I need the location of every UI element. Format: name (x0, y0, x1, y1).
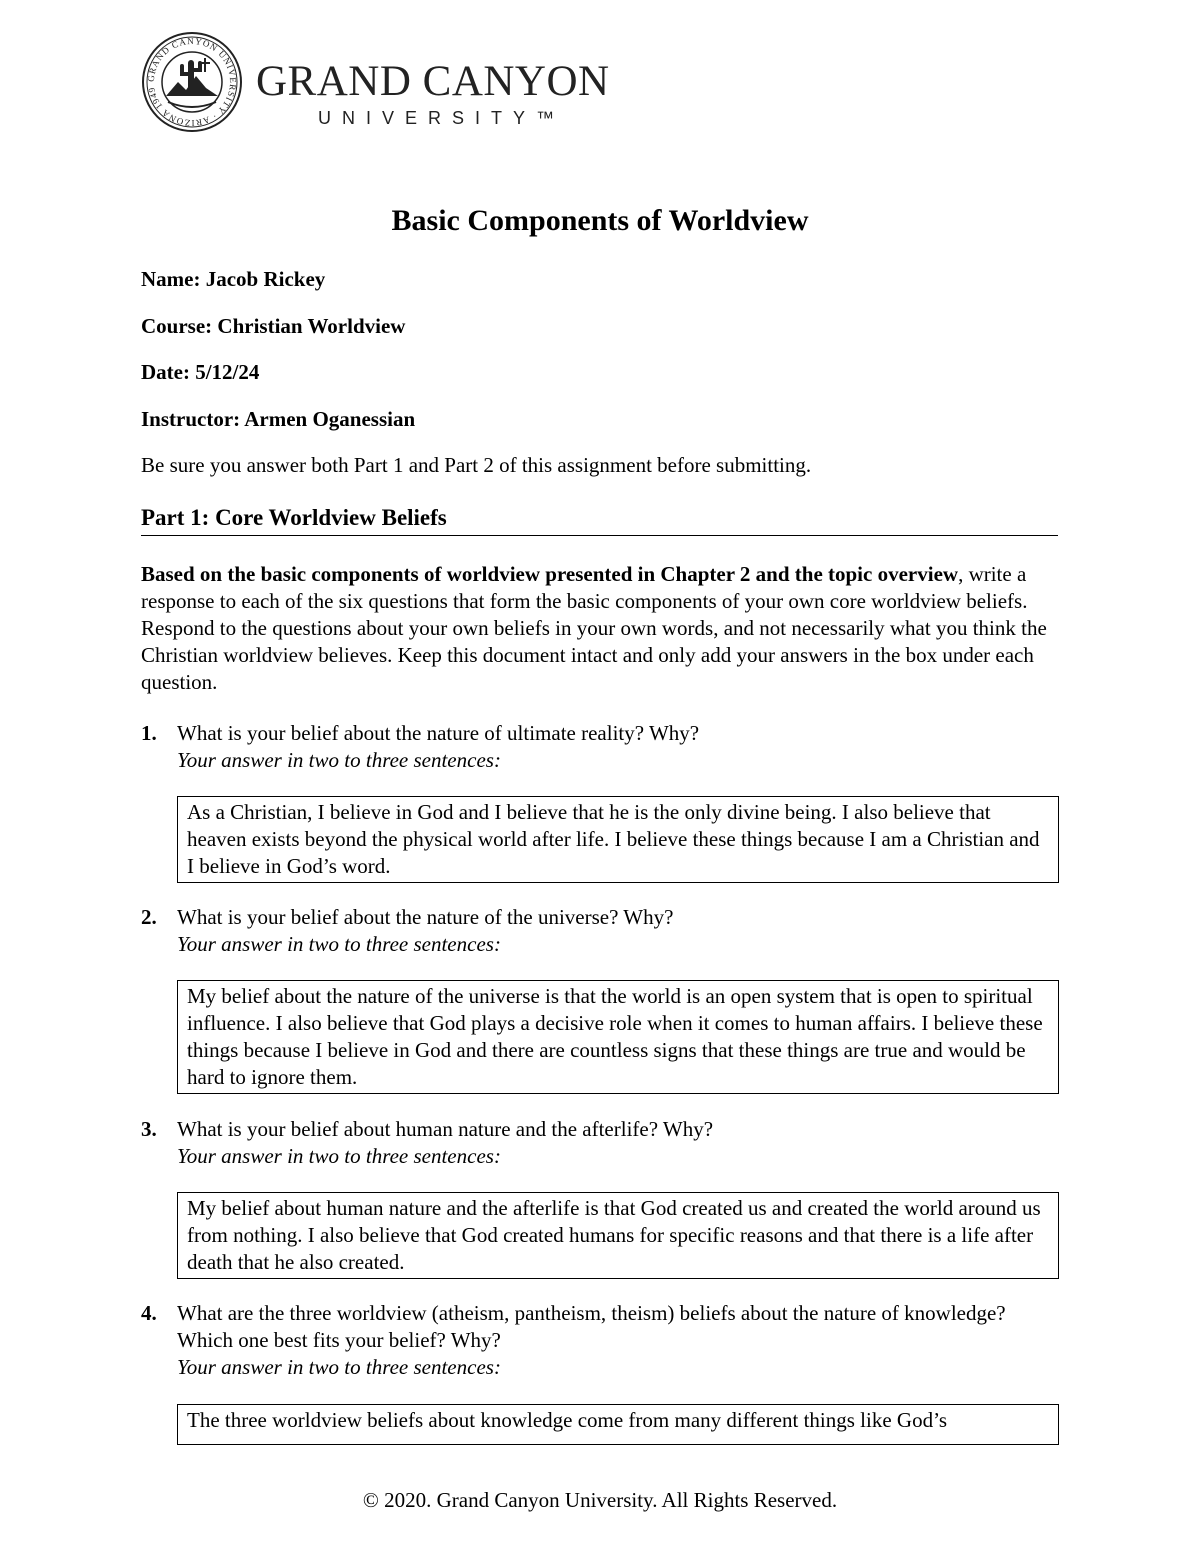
date-field: Date: 5/12/24 (141, 360, 260, 384)
question-number: 1. (141, 721, 157, 745)
answer-hint: Your answer in two to three sentences: (177, 932, 501, 956)
answer-box-4[interactable]: The three worldview beliefs about knowledge come from many different things like God’s (177, 1404, 1059, 1445)
question-number: 4. (141, 1301, 157, 1325)
question-text: What is your belief about the nature of ultimate reality? Why? (177, 721, 700, 745)
copyright-footer: © 2020. Grand Canyon University. All Rights Reserved. (362, 1488, 838, 1512)
university-seal-icon (140, 30, 244, 134)
question-number: 2. (141, 905, 157, 929)
answer-hint: Your answer in two to three sentences: (177, 748, 501, 772)
question-1 (141, 720, 1061, 774)
question-number: 3. (141, 1117, 157, 1141)
answer-box-1[interactable]: As a Christian, I believe in God and I believe that he is the only divine being. I also believe that heaven exists beyond the physical world after life. I believe these things because I am a Christian and I believe in God’s word. (177, 796, 1059, 883)
question-text: What is your belief about human nature and the afterlife? Why? (177, 1117, 714, 1141)
intro-bold-text: Based on the basic components of worldview presented in Chapter 2 and the topic overview (141, 562, 959, 586)
question-3 (141, 1116, 1061, 1170)
answer-box-3[interactable]: My belief about human nature and the afterlife is that God created us and created the world around us from nothing. I also believe that God created humans for specific reasons and that there is a life after death that he also created. (177, 1192, 1059, 1279)
answer-hint: Your answer in two to three sentences: (177, 1144, 501, 1168)
document-title: Basic Components of Worldview (391, 204, 809, 237)
question-4 (141, 1300, 1061, 1381)
course-field: Course: Christian Worldview (141, 314, 406, 338)
question-2 (141, 904, 1061, 958)
part-1-intro (141, 561, 1061, 696)
answer-box-2[interactable]: My belief about the nature of the universe is that the world is an open system that is open to spiritual influence. I also believe that God plays a decisive role when it comes to human affairs. I believe these things because I believe in God and there are countless signs that these things are true and would be hard to ignore them. (177, 980, 1059, 1094)
intro-text: , write a response to each of the six questions that form the basic components of your own core worldview beliefs. Respond to the questions about your own beliefs in your own words, and not necessarily what you think the Christian worldview believes. Keep this document intact and only add your answers in the box under each question. (141, 562, 1047, 694)
question-text: What are the three worldview (atheism, pantheism, theism) beliefs about the nature of knowledge? Which one best fits your belief? Why? (177, 1301, 1006, 1352)
logo-wordmark-university: UNIVERSITY™ (318, 108, 566, 128)
instructor-field: Instructor: Armen Oganessian (141, 407, 416, 431)
name-field: Name: Jacob Rickey (141, 267, 326, 291)
submission-note: Be sure you answer both Part 1 and Part 2 of this assignment before submitting. (141, 453, 812, 477)
answer-hint: Your answer in two to three sentences: (177, 1355, 501, 1379)
logo-wordmark-grand-canyon: GRAND CANYON (256, 58, 610, 105)
question-text: What is your belief about the nature of the universe? Why? (177, 905, 674, 929)
seal-text: GRAND CANYON UNIVERSITY · ARIZONA 1949 (145, 35, 239, 129)
part-1-heading: Part 1: Core Worldview Beliefs (141, 503, 1058, 536)
